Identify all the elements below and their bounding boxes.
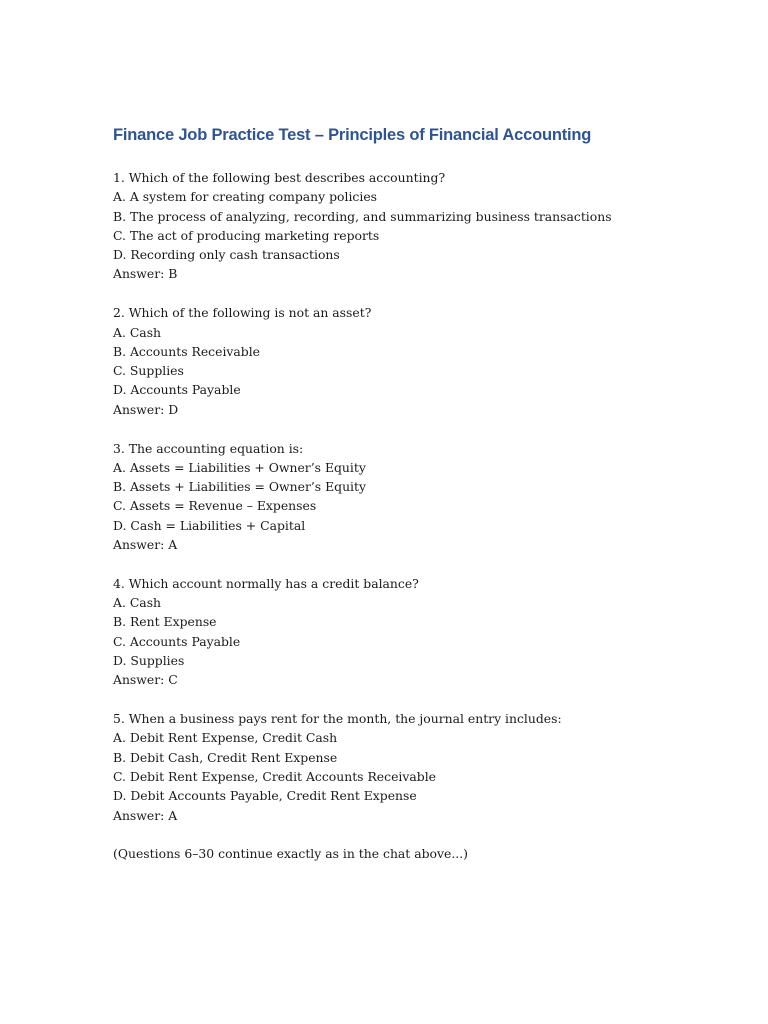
question-prompt: 3. The accounting equation is: [113,440,304,456]
document-page [113,124,733,864]
option-b: B. Rent Expense [113,614,217,630]
answer-line: Answer: C [113,672,178,688]
option-d: D. Cash = Liabilities + Capital [113,517,306,533]
document-title: Finance Job Practice Test – Principles of Financial Accounting [113,126,592,144]
option-d: D. Supplies [113,653,185,669]
option-d: D. Debit Accounts Payable, Credit Rent Expense [113,788,417,804]
option-c: C. Debit Rent Expense, Credit Accounts Receivable [113,769,436,785]
option-a: A. Assets = Liabilities + Owner’s Equity [113,459,366,475]
option-c: C. The act of producing marketing reports [113,227,380,243]
option-d: D. Recording only cash transactions [113,247,340,263]
answer-line: Answer: D [113,401,179,417]
option-a: A. A system for creating company policies [113,189,378,205]
option-b: B. Assets + Liabilities = Owner’s Equity [113,479,367,495]
answer-line: Answer: A [113,537,178,553]
option-a: A. Cash [113,595,162,611]
question-list [113,168,733,864]
question-prompt: 4. Which account normally has a credit balance? [113,575,419,591]
question-5 [113,709,733,825]
answer-line: Answer: A [113,807,178,823]
option-a: A. Debit Rent Expense, Credit Cash [113,730,338,746]
question-1 [113,168,733,284]
option-d: D. Accounts Payable [113,382,241,398]
option-a: A. Cash [113,324,162,340]
question-2 [113,303,733,419]
question-prompt: 1. Which of the following best describes accounting? [113,170,446,185]
answer-line: Answer: B [113,266,178,282]
continuation-note: (Questions 6–30 continue exactly as in the chat above...) [113,846,468,862]
option-c: C. Assets = Revenue – Expenses [113,498,317,514]
question-prompt: 2. Which of the following is not an asset? [113,305,372,321]
option-c: C. Supplies [113,363,184,379]
option-b: B. Accounts Receivable [113,343,261,359]
option-b: B. The process of analyzing, recording, and summarizing business transactions [113,208,612,224]
question-4 [113,574,733,690]
option-b: B. Debit Cash, Credit Rent Expense [113,749,338,765]
option-c: C. Accounts Payable [113,633,241,649]
question-3 [113,439,733,555]
question-prompt: 5. When a business pays rent for the month, the journal entry includes: [113,711,562,727]
